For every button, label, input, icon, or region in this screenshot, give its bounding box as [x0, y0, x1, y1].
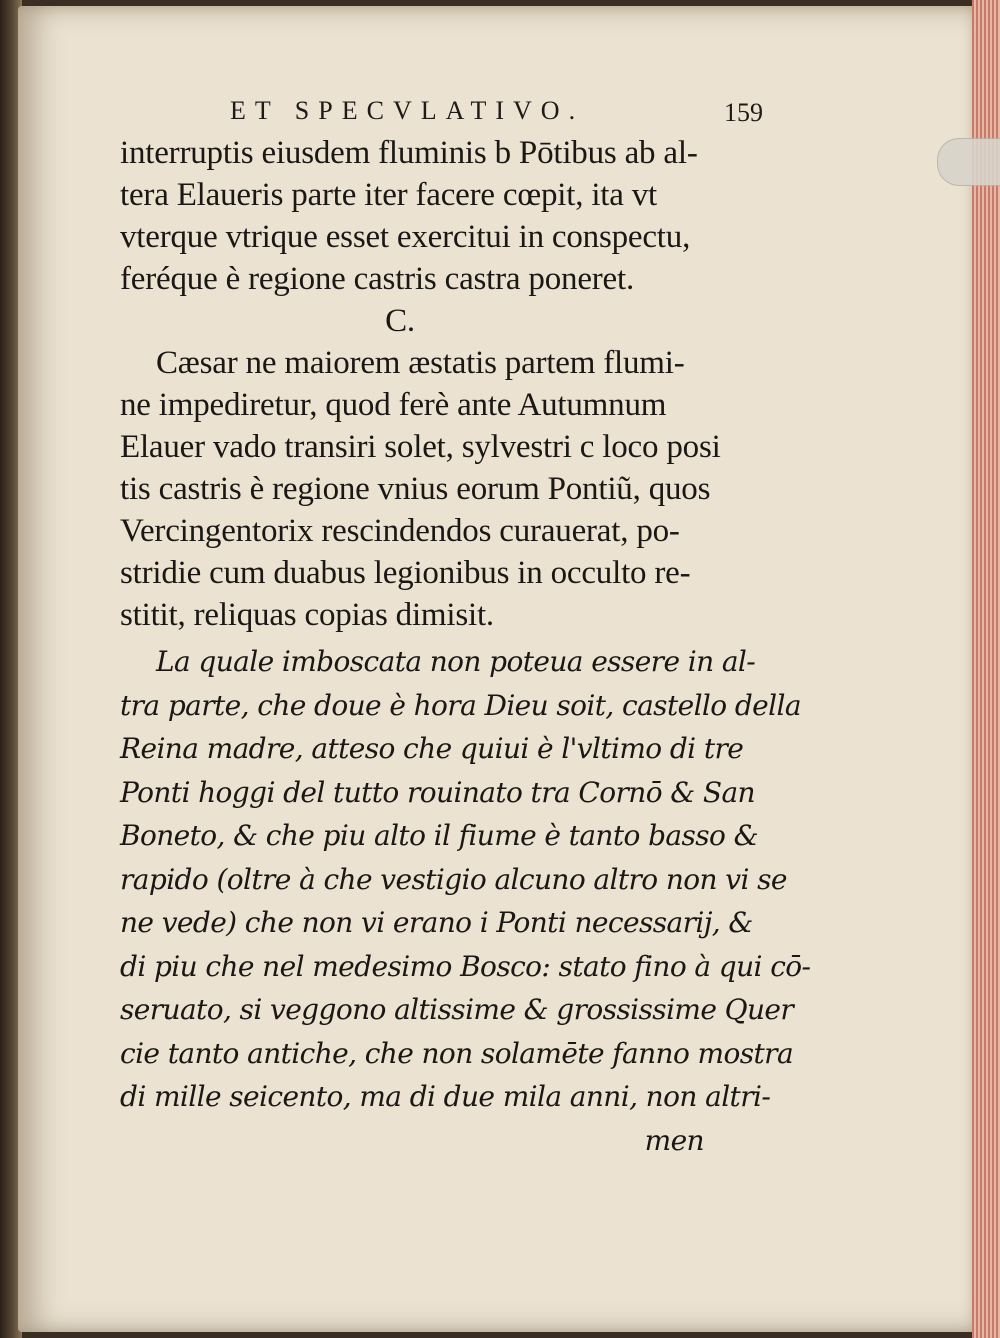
italian-paragraph [120, 640, 811, 1162]
text-line: tra parte, che doue è hora Dieu soit, castello della [120, 688, 801, 722]
text-line: di mille seicento, ma di due mila anni, non altri- [120, 1080, 771, 1113]
page-fore-edge [972, 0, 1000, 1338]
section-letter: C. [385, 303, 415, 339]
text-line: stridie cum duabus legionibus in occulto re- [120, 555, 691, 591]
text-line: Ponti hoggi del tutto rouinato tra Cornō & San [120, 775, 755, 809]
text-line: Cæsar ne maiorem æstatis partem flumi- [156, 345, 685, 381]
text-line: Boneto, & che piu alto il fiume è tanto basso & [120, 819, 758, 852]
text-line: seruato, si veggono altissime & grossissime Quer [120, 993, 794, 1026]
text-line: ne vede) che non vi erano i Ponti necessarij, & [120, 906, 753, 939]
text-line: Reina madre, atteso che quiui è l'vltimo di tre [120, 732, 744, 765]
catchword: men [644, 1123, 704, 1157]
text-line: La quale imboscata non poteua essere in al- [156, 645, 756, 678]
text-line: vterque vtrique esset exercitui in conspectu, [120, 219, 691, 255]
text-line: rapido (oltre à che vestigio alcuno altro non vi se [120, 862, 787, 896]
text-line: cie tanto antiche, che non solamēte fanno mostra [120, 1036, 794, 1070]
page-clip-tab [937, 138, 1000, 186]
latin-paragraph-1 [120, 132, 720, 300]
text-line: interruptis eiusdem fluminis b Pōtibus ab al- [120, 135, 698, 171]
latin-paragraph-2 [120, 342, 720, 636]
text-line: stitit, reliquas copias dimisit. [120, 597, 494, 633]
text-line: tis castris è regione vnius eorum Pontiũ, quos [120, 471, 711, 507]
text-line: Elauer vado transiri solet, sylvestri c loco posi [120, 429, 721, 465]
page-number: 159 [724, 98, 763, 127]
running-head: ET SPECVLATIVO. [230, 96, 585, 125]
text-line: ne impediretur, quod ferè ante Autumnum [120, 387, 667, 423]
text-block [120, 132, 811, 1162]
text-line: feréque è regione castris castra poneret. [120, 261, 635, 297]
text-line: di piu che nel medesimo Bosco: stato fino à qui cō- [120, 949, 811, 983]
text-line: tera Elaueris parte iter facere cœpit, ita vt [120, 177, 658, 213]
text-line: Vercingentorix rescindendos curauerat, po- [120, 513, 680, 549]
